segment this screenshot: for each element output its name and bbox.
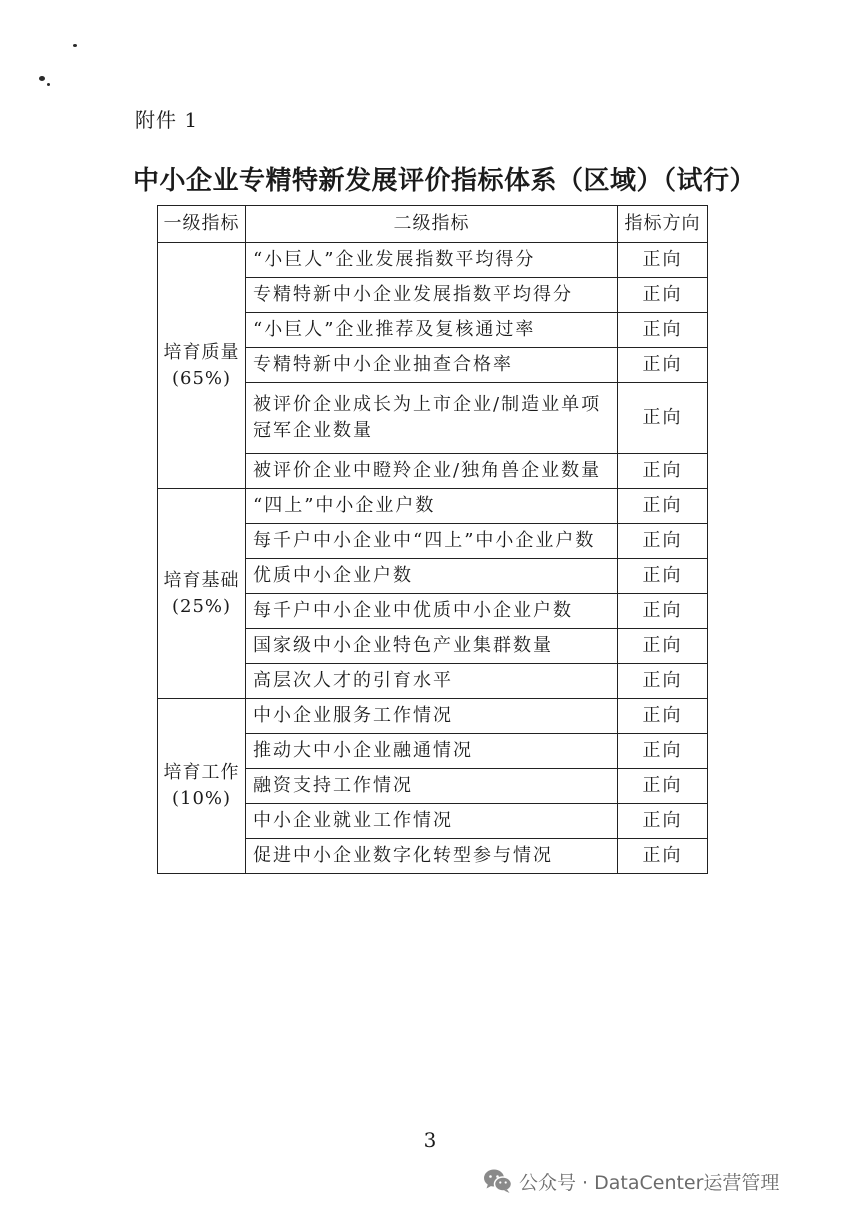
scan-speck (39, 76, 45, 81)
indicator-direction: 正向 (618, 734, 708, 769)
level2-indicator: 每千户中小企业中“四上”中小企业户数 (246, 524, 618, 559)
indicator-direction: 正向 (618, 454, 708, 489)
watermark-text: 公众号 · DataCenter运营管理 (519, 1171, 780, 1194)
level1-weight: (65%) (171, 367, 232, 389)
level2-indicator: 中小企业服务工作情况 (246, 699, 618, 734)
indicator-direction: 正向 (618, 524, 708, 559)
indicator-direction: 正向 (618, 699, 708, 734)
table-row (158, 489, 708, 524)
indicator-direction: 正向 (618, 839, 708, 874)
indicator-direction: 正向 (618, 348, 708, 383)
indicator-direction: 正向 (618, 243, 708, 278)
level2-indicator: 高层次人才的引育水平 (246, 664, 618, 699)
indicator-table (157, 205, 708, 874)
level2-indicator: “小巨人”企业发展指数平均得分 (246, 243, 618, 278)
level2-indicator: 促进中小企业数字化转型参与情况 (246, 839, 618, 874)
level1-name: 培育工作 (163, 762, 240, 783)
indicator-direction: 正向 (618, 278, 708, 313)
level2-indicator: 优质中小企业户数 (246, 559, 618, 594)
indicator-direction: 正向 (618, 629, 708, 664)
indicator-direction: 正向 (618, 664, 708, 699)
indicator-direction: 正向 (618, 383, 708, 454)
indicator-direction: 正向 (618, 313, 708, 348)
level2-indicator: 专精特新中小企业抽查合格率 (246, 348, 618, 383)
level1-name: 培育基础 (163, 569, 240, 591)
wechat-icon (483, 1168, 513, 1194)
watermark (483, 1164, 779, 1198)
page-title: 中小企业专精特新发展评价指标体系（区域）（试行） (133, 166, 757, 196)
level2-indicator: 被评价企业成长为上市企业/制造业单项冠军企业数量 (246, 383, 618, 454)
attachment-label: 附件 1 (135, 108, 199, 132)
level2-indicator: “小巨人”企业推荐及复核通过率 (246, 313, 618, 348)
table-body (158, 243, 708, 874)
level2-indicator: 专精特新中小企业发展指数平均得分 (246, 278, 618, 313)
scan-speck (47, 83, 50, 86)
level1-weight: (25%) (171, 595, 232, 617)
table-row (158, 699, 708, 734)
indicator-direction: 正向 (618, 804, 708, 839)
page-number: 3 (423, 1128, 437, 1152)
indicator-direction: 正向 (618, 559, 708, 594)
level2-indicator: 融资支持工作情况 (246, 769, 618, 804)
level1-cell (158, 243, 246, 489)
table-row (158, 243, 708, 278)
level1-cell (158, 489, 246, 699)
level2-indicator: 中小企业就业工作情况 (246, 804, 618, 839)
level2-indicator: 国家级中小企业特色产业集群数量 (246, 629, 618, 664)
indicator-direction: 正向 (618, 594, 708, 629)
level2-indicator: “四上”中小企业户数 (246, 489, 618, 524)
level1-name: 培育质量 (163, 341, 240, 363)
scan-speck (73, 44, 77, 47)
header-level1: 一级指标 (158, 206, 246, 243)
table-header-row (158, 206, 708, 243)
level2-indicator: 推动大中小企业融通情况 (246, 734, 618, 769)
header-direction: 指标方向 (618, 206, 708, 243)
level1-cell (158, 699, 246, 874)
level2-indicator: 被评价企业中瞪羚企业/独角兽企业数量 (246, 454, 618, 489)
header-level2: 二级指标 (246, 206, 618, 243)
indicator-direction: 正向 (618, 489, 708, 524)
level2-indicator: 每千户中小企业中优质中小企业户数 (246, 594, 618, 629)
indicator-direction: 正向 (618, 769, 708, 804)
level1-weight: (10%) (171, 788, 232, 809)
